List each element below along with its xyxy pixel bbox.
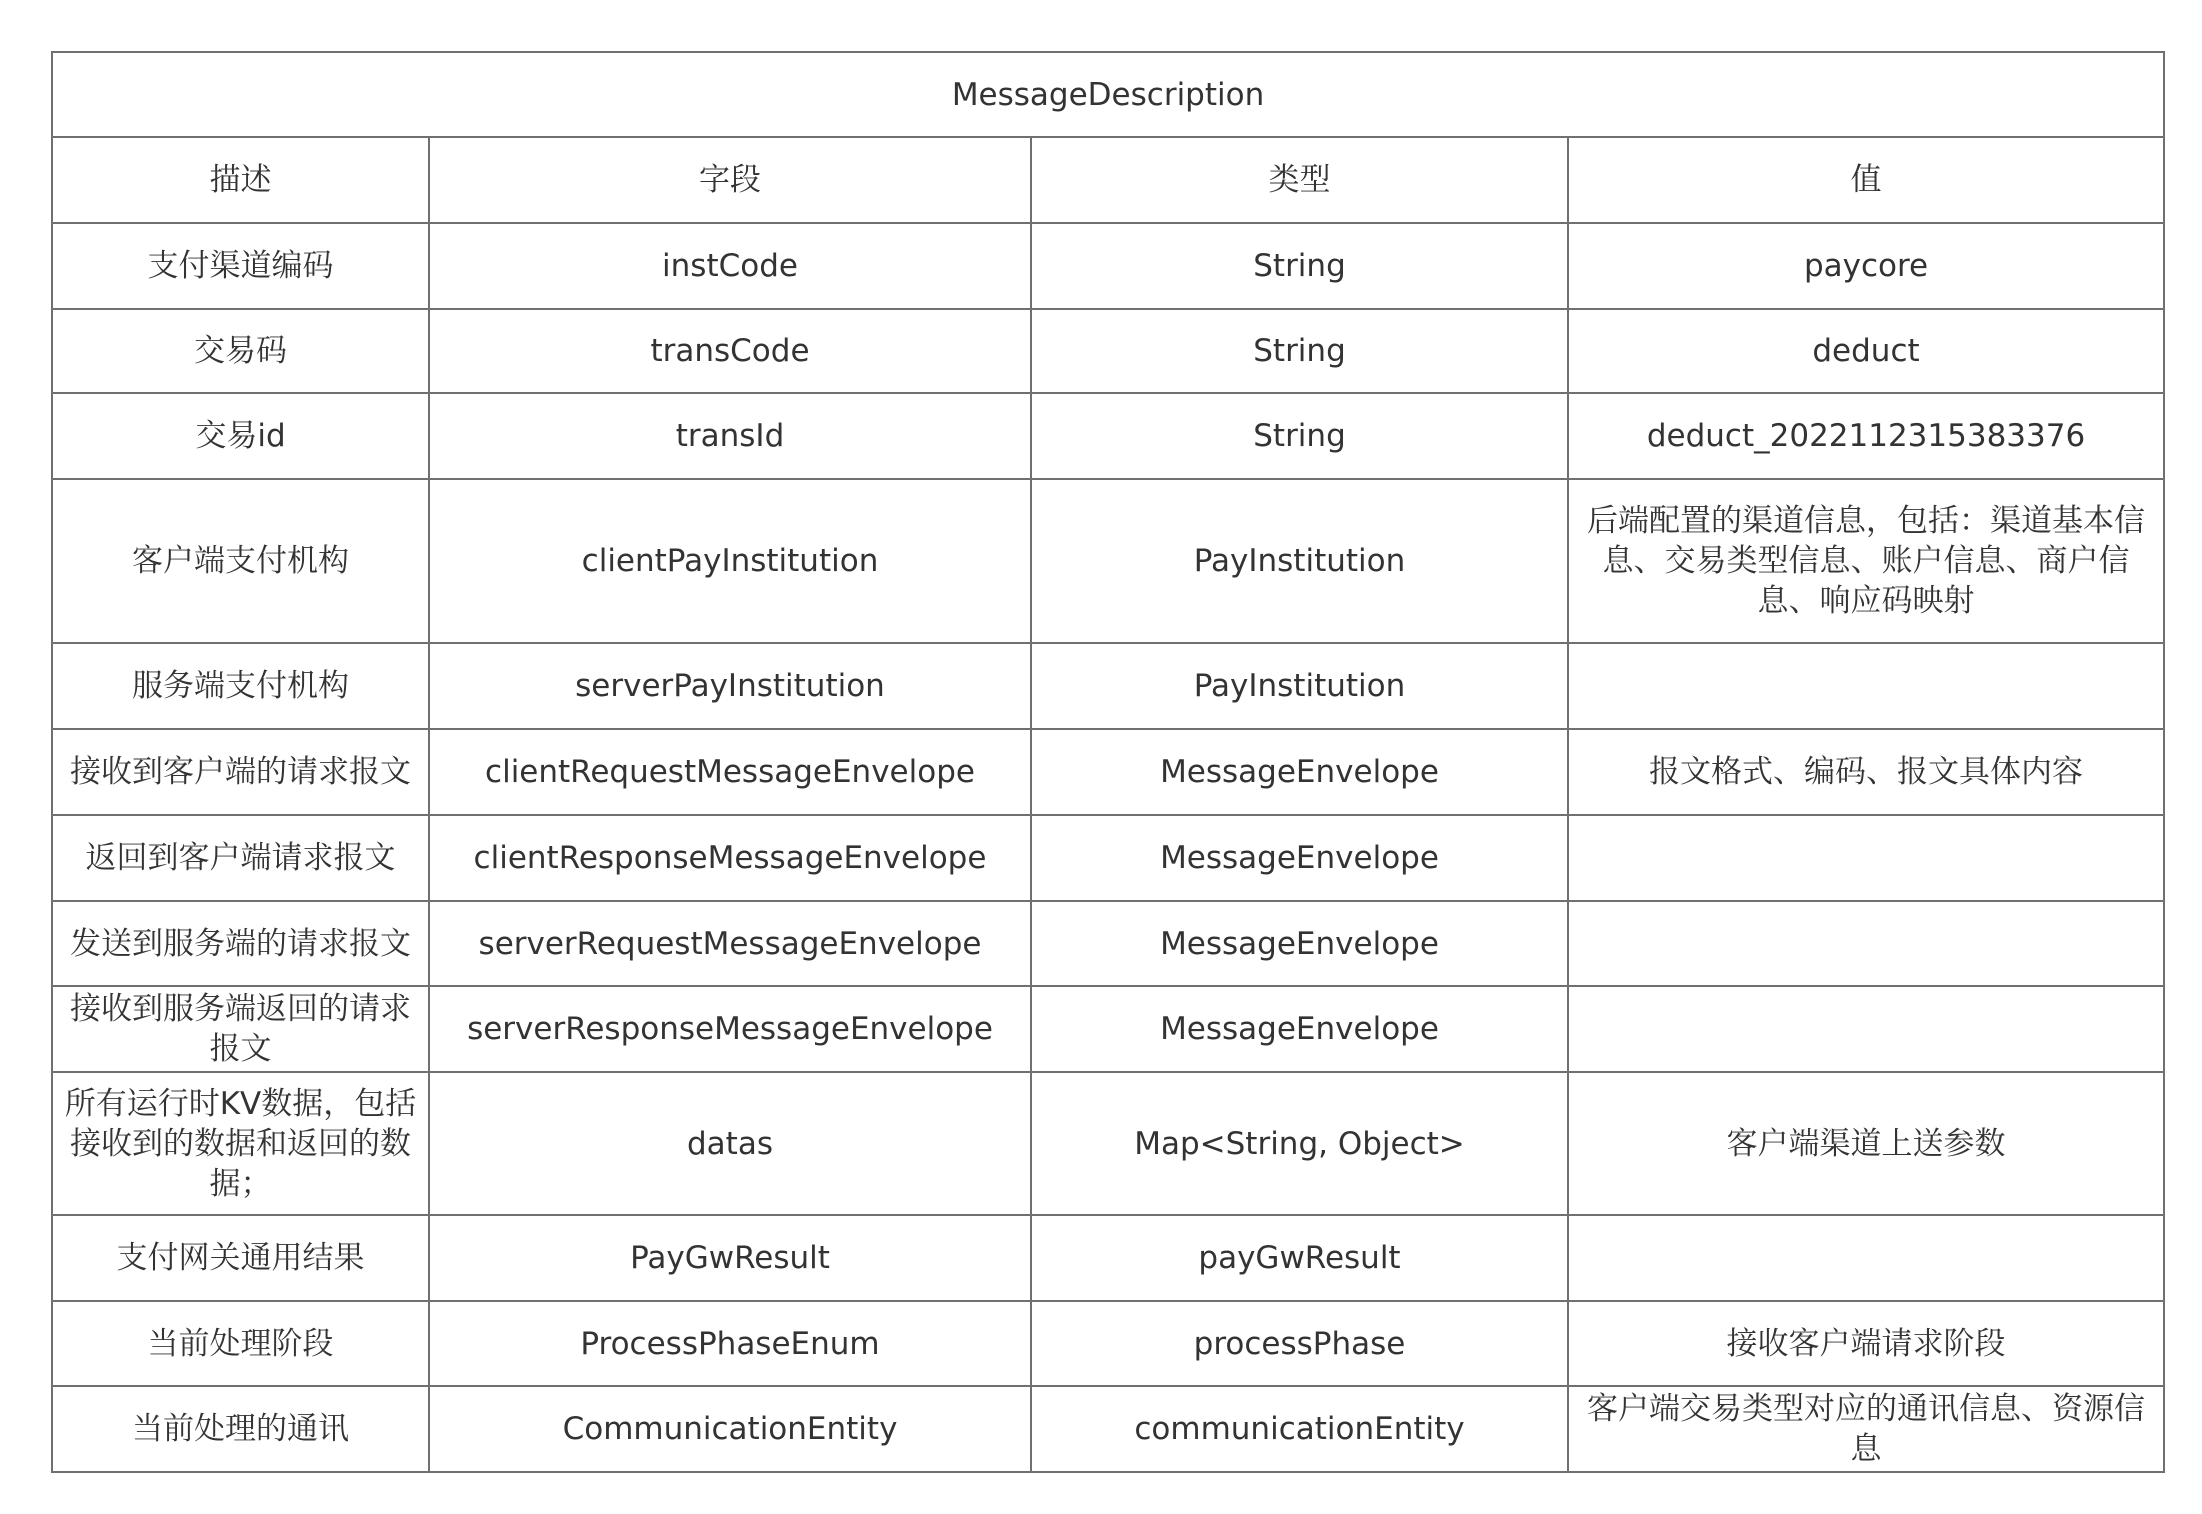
cell-type: Map<String, Object> bbox=[1031, 1072, 1568, 1215]
message-description-table bbox=[51, 51, 2165, 1473]
cell-field: transCode bbox=[429, 309, 1031, 393]
cell-type: String bbox=[1031, 309, 1568, 393]
cell-type: MessageEnvelope bbox=[1031, 729, 1568, 815]
cell-description: 交易码 bbox=[52, 309, 429, 393]
cell-value: 客户端渠道上送参数 bbox=[1568, 1072, 2164, 1215]
table-row bbox=[52, 729, 2164, 815]
cell-description: 当前处理的通讯 bbox=[52, 1386, 429, 1472]
cell-type: communicationEntity bbox=[1031, 1386, 1568, 1472]
cell-type: String bbox=[1031, 393, 1568, 479]
cell-description: 客户端支付机构 bbox=[52, 479, 429, 643]
cell-value bbox=[1568, 901, 2164, 986]
cell-type: MessageEnvelope bbox=[1031, 901, 1568, 986]
cell-field: transId bbox=[429, 393, 1031, 479]
table-row bbox=[52, 309, 2164, 393]
cell-value bbox=[1568, 1215, 2164, 1301]
cell-description: 接收到服务端返回的请求报文 bbox=[52, 986, 429, 1072]
cell-field: CommunicationEntity bbox=[429, 1386, 1031, 1472]
header-field: 字段 bbox=[429, 137, 1031, 223]
cell-field: serverResponseMessageEnvelope bbox=[429, 986, 1031, 1072]
cell-value: 报文格式、编码、报文具体内容 bbox=[1568, 729, 2164, 815]
table-row bbox=[52, 1301, 2164, 1386]
table-row bbox=[52, 901, 2164, 986]
header-description: 描述 bbox=[52, 137, 429, 223]
cell-value: 接收客户端请求阶段 bbox=[1568, 1301, 2164, 1386]
cell-field: instCode bbox=[429, 223, 1031, 309]
cell-description: 接收到客户端的请求报文 bbox=[52, 729, 429, 815]
cell-type: payGwResult bbox=[1031, 1215, 1568, 1301]
cell-value: 客户端交易类型对应的通讯信息、资源信息 bbox=[1568, 1386, 2164, 1472]
cell-description: 支付渠道编码 bbox=[52, 223, 429, 309]
cell-field: serverRequestMessageEnvelope bbox=[429, 901, 1031, 986]
header-row bbox=[52, 137, 2164, 223]
cell-type: MessageEnvelope bbox=[1031, 986, 1568, 1072]
cell-field: serverPayInstitution bbox=[429, 643, 1031, 729]
table-row bbox=[52, 643, 2164, 729]
cell-field: clientResponseMessageEnvelope bbox=[429, 815, 1031, 901]
cell-value bbox=[1568, 986, 2164, 1072]
table-row bbox=[52, 479, 2164, 643]
cell-type: PayInstitution bbox=[1031, 479, 1568, 643]
cell-type: processPhase bbox=[1031, 1301, 1568, 1386]
table-row bbox=[52, 1072, 2164, 1215]
cell-field: clientPayInstitution bbox=[429, 479, 1031, 643]
cell-field: ProcessPhaseEnum bbox=[429, 1301, 1031, 1386]
cell-field: clientRequestMessageEnvelope bbox=[429, 729, 1031, 815]
cell-description: 发送到服务端的请求报文 bbox=[52, 901, 429, 986]
cell-value bbox=[1568, 815, 2164, 901]
cell-description: 返回到客户端请求报文 bbox=[52, 815, 429, 901]
cell-value bbox=[1568, 643, 2164, 729]
table-row bbox=[52, 815, 2164, 901]
cell-description: 当前处理阶段 bbox=[52, 1301, 429, 1386]
cell-type: MessageEnvelope bbox=[1031, 815, 1568, 901]
cell-description: 服务端支付机构 bbox=[52, 643, 429, 729]
cell-value: deduct bbox=[1568, 309, 2164, 393]
table-row bbox=[52, 393, 2164, 479]
table-row bbox=[52, 986, 2164, 1072]
cell-value: deduct_2022112315383376 bbox=[1568, 393, 2164, 479]
cell-value: 后端配置的渠道信息，包括：渠道基本信息、交易类型信息、账户信息、商户信息、响应码映射 bbox=[1568, 479, 2164, 643]
cell-type: PayInstitution bbox=[1031, 643, 1568, 729]
cell-value: paycore bbox=[1568, 223, 2164, 309]
table-row bbox=[52, 1215, 2164, 1301]
cell-description: 交易id bbox=[52, 393, 429, 479]
header-value: 值 bbox=[1568, 137, 2164, 223]
cell-description: 支付网关通用结果 bbox=[52, 1215, 429, 1301]
cell-field: PayGwResult bbox=[429, 1215, 1031, 1301]
title-row bbox=[52, 52, 2164, 137]
cell-field: datas bbox=[429, 1072, 1031, 1215]
table-row bbox=[52, 223, 2164, 309]
header-type: 类型 bbox=[1031, 137, 1568, 223]
table-title: MessageDescription bbox=[52, 52, 2164, 137]
cell-description: 所有运行时KV数据，包括接收到的数据和返回的数据； bbox=[52, 1072, 429, 1215]
cell-type: String bbox=[1031, 223, 1568, 309]
table-row bbox=[52, 1386, 2164, 1472]
